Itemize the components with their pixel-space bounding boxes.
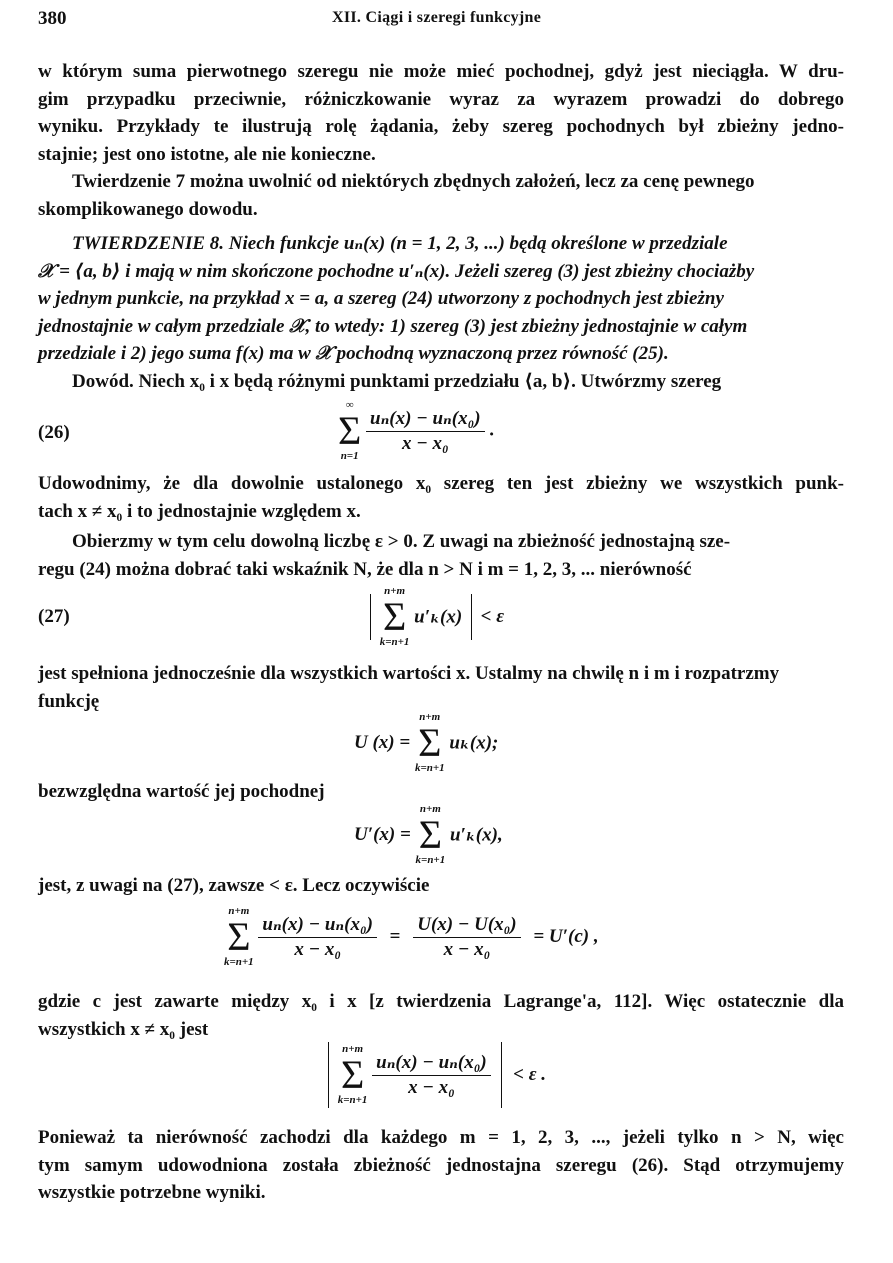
paragraph-6 xyxy=(38,778,844,806)
sum-symbol: Σ xyxy=(418,720,442,765)
sum-term: uₖ(x); xyxy=(449,732,499,754)
text-line: tach x ≠ x₀ i to jednostajnie względem x. xyxy=(38,500,361,522)
theorem-line: TWIERDZENIE 8. Niech funkcje uₙ(x) (n = 1, 2, 3, ...) będą określone w przedziale xyxy=(72,233,728,254)
sum-symbol: Σ xyxy=(418,812,443,857)
running-header xyxy=(38,8,844,30)
page-number: 380 xyxy=(38,8,67,29)
text-line: stajnie; jest ono istotne, ale nie konieczne. xyxy=(38,143,376,165)
sum-upper-limit: n+m xyxy=(384,585,406,597)
text-line: wyniku. Przykłady te ilustrują rolę żądania, żeby szereg pochodnych był zbieżny jedno- xyxy=(38,116,844,137)
text-line: Dowód. Niech x₀ i x będą różnymi punktami przedziału ⟨a, b⟩. Utwórzmy szereg xyxy=(72,371,722,392)
fraction-denominator: x − x₀ xyxy=(294,938,341,960)
sum-upper-limit: n+m xyxy=(228,905,250,917)
sum-upper-limit: n+m xyxy=(342,1043,364,1055)
theorem-line: jednostajnie w całym przedziale 𝒳, to wtedy: 1) szereg (3) jest zbieżny jednostajnie w całym xyxy=(38,315,748,337)
equation-26 xyxy=(38,400,844,472)
equation-U-prime xyxy=(354,804,503,870)
text-line: gim przypadku przeciwnie, różniczkowanie wyraz za wyrazem prowadzi do dobrego xyxy=(38,88,844,110)
fraction-denominator: x − x₀ xyxy=(401,432,449,454)
equals-sign: = xyxy=(389,926,401,947)
equation-lhs: U (x) = xyxy=(354,732,411,753)
sum-upper-limit: n+m xyxy=(419,803,441,815)
text-line: Obierzmy w tym celu dowolną liczbę ε > 0. Z uwagi na zbieżność jednostajną sze- xyxy=(72,531,731,552)
paragraph-7 xyxy=(38,872,844,900)
equation-final xyxy=(328,1042,546,1116)
sum-symbol: Σ xyxy=(227,914,251,959)
theorem-line: przedziale i 2) jego suma f(x) ma w 𝒳 pochodną wyznaczoną przez równość (25). xyxy=(38,343,669,364)
sum-upper-limit: ∞ xyxy=(345,399,354,411)
running-title: XII. Ciągi i szeregi funkcyjne xyxy=(332,9,542,26)
sum-symbol: Σ xyxy=(338,408,362,453)
fraction-denominator: x − x₀ xyxy=(408,1076,455,1098)
equation-27 xyxy=(38,586,844,656)
sum-lower-limit: k=n+1 xyxy=(224,956,254,968)
paragraph-4 xyxy=(38,528,844,583)
equation-label: (26) xyxy=(38,422,70,443)
abs-bar-right xyxy=(471,594,472,640)
paragraph-2 xyxy=(38,168,844,223)
text-line: wszystkie potrzebne wyniki. xyxy=(38,1182,266,1203)
equation-rhs: = U′(c) , xyxy=(533,926,599,947)
equation-lagrange xyxy=(224,906,599,982)
theorem-line: w jednym punkcie, na przykład x = a, a szereg (24) utworzony z pochodnych jest zbieżny xyxy=(38,288,724,309)
sum-symbol: Σ xyxy=(382,594,407,639)
paragraph-9 xyxy=(38,1124,844,1207)
sum-upper-limit: n+m xyxy=(419,711,441,723)
fraction-numerator: uₙ(x) − uₙ(x₀) xyxy=(372,1051,490,1076)
fraction-denominator: x − x₀ xyxy=(443,938,491,960)
proof-intro xyxy=(38,368,844,396)
paragraph-5 xyxy=(38,660,844,715)
abs-bar-left xyxy=(328,1042,329,1108)
sum-lower-limit: k=n+1 xyxy=(379,636,410,648)
text-line: Udowodnimy, że dla dowolnie ustalonego x₀ szereg ten jest zbieżny we wszystkich punk- xyxy=(38,473,844,494)
sum-lower-limit: k=n+1 xyxy=(415,854,446,866)
fraction-numerator: uₙ(x) − uₙ(x₀) xyxy=(258,913,376,938)
sum-term: u′ₖ(x) xyxy=(414,606,463,628)
text-line: jest, z uwagi na (27), zawsze < ε. Lecz oczywiście xyxy=(38,875,430,896)
text-line: skomplikowanego dowodu. xyxy=(38,198,258,220)
sum-term: u′ₖ(x), xyxy=(449,824,503,846)
theorem-8 xyxy=(38,230,844,368)
sum-lower-limit: k=n+1 xyxy=(414,762,445,774)
paragraph-8 xyxy=(38,988,844,1043)
text-line: tym samym udowodniona została zbieżność jednostajna szeregu (26). Stąd otrzymujemy xyxy=(38,1154,844,1176)
text-line: jest spełniona jednocześnie dla wszystkich wartości x. Ustalmy na chwilę n i m i rozpatrzmy xyxy=(38,663,780,684)
sum-lower-limit: n=1 xyxy=(340,450,359,462)
equation-U xyxy=(354,712,498,778)
text-line: bezwzględna wartość jej pochodnej xyxy=(38,781,325,802)
paragraph-3 xyxy=(38,470,844,525)
text-line: w którym suma pierwotnego szeregu nie może mieć pochodnej, gdyż jest nieciągła. W dru- xyxy=(38,61,844,82)
text-line: wszystkich x ≠ x₀ jest xyxy=(38,1018,209,1040)
fraction-numerator: uₙ(x) − uₙ(x₀) xyxy=(366,407,484,432)
abs-bar-left xyxy=(370,594,371,640)
sum-symbol: Σ xyxy=(340,1052,365,1097)
paragraph-1 xyxy=(38,58,844,168)
text-line: gdzie c jest zawarte między x₀ i x [z twierdzenia Lagrange'a, 112]. Więc ostatecznie dla xyxy=(38,991,844,1012)
theorem-line: 𝒳 = ⟨a, b⟩ i mają w nim skończone pochodne u′ₙ(x). Jeżeli szereg (3) jest zbieżny chociażby xyxy=(38,260,755,282)
sum-lower-limit: k=n+1 xyxy=(337,1094,368,1106)
text-line: Twierdzenie 7 można uwolnić od niektórych zbędnych założeń, lecz za cenę pewnego xyxy=(72,171,755,192)
text-line: Ponieważ ta nierówność zachodzi dla każdego m = 1, 2, 3, ..., jeżeli tylko n > N, więc xyxy=(38,1127,844,1148)
equation-trail: . xyxy=(489,419,495,441)
inequality-rhs: < ε . xyxy=(513,1064,547,1085)
fraction-numerator: U(x) − U(x₀) xyxy=(413,913,520,938)
equation-lhs: U′(x) = xyxy=(354,824,411,845)
abs-bar-right xyxy=(501,1042,502,1108)
equation-label: (27) xyxy=(38,606,70,627)
text-line: funkcję xyxy=(38,690,100,712)
inequality-rhs: < ε xyxy=(480,606,505,627)
text-line: regu (24) można dobrać taki wskaźnik N, że dla n > N i m = 1, 2, 3, ... nierówność xyxy=(38,558,692,580)
